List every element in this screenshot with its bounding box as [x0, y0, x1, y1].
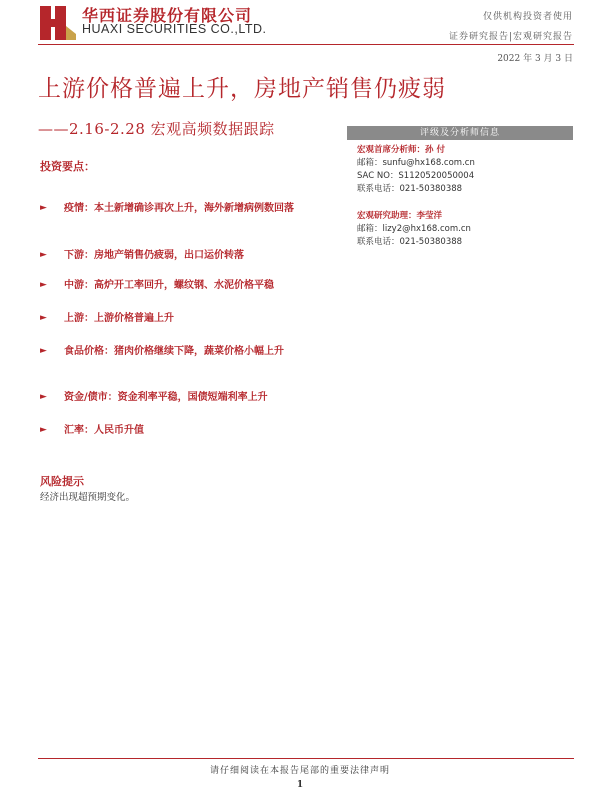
list-item: ► 资金/债市：资金利率平稳，国债短端利率上升	[40, 389, 332, 406]
analyst-2-email[interactable]: 邮箱：lizy2@hx168.com.cn	[357, 224, 471, 234]
audience-note: 仅供机构投资者使用	[482, 12, 573, 22]
list-item: ► 上游：上游价格普遍上升	[40, 310, 332, 327]
arrow-bullet-icon: ►	[40, 425, 47, 435]
panel-heading: 评级及分析师信息	[347, 126, 573, 140]
list-item: ► 汇率：人民币升值	[40, 422, 332, 439]
risk-heading: 风险提示	[40, 475, 84, 488]
analyst-1-email[interactable]: 邮箱：sunfu@hx168.com.cn	[357, 158, 475, 168]
analyst-1-name: 宏观首席分析师：孙 付	[357, 145, 445, 155]
report-category: 证券研究报告|宏观研究报告	[448, 32, 573, 42]
report-subtitle: ——2.16-2.28 宏观高频数据跟踪	[38, 120, 275, 138]
footer-divider	[38, 758, 574, 759]
arrow-bullet-icon: ►	[40, 392, 47, 402]
list-item: ► 中游：高炉开工率回升，螺纹钢、水泥价格平稳	[40, 277, 332, 294]
arrow-bullet-icon: ►	[40, 313, 47, 323]
report-date: 2022 年 3 月 3 日	[497, 54, 573, 64]
brand-name-en: HUAXI SECURITIES CO.,LTD.	[82, 22, 267, 36]
footer-disclaimer: 请仔细阅读在本报告尾部的重要法律声明	[209, 766, 390, 776]
arrow-bullet-icon: ►	[40, 280, 47, 290]
list-item: ► 疫情：本土新增确诊再次上升，海外新增病例数回落	[40, 200, 332, 217]
arrow-bullet-icon: ►	[40, 250, 47, 260]
header-divider	[38, 44, 574, 45]
analyst-2-phone: 联系电话：021-50380388	[357, 237, 463, 247]
company-logo-icon	[38, 4, 78, 42]
analyst-2-name: 宏观研究助理：李莹洋	[357, 211, 443, 221]
brand-name-cn: 华西证券股份有限公司	[82, 6, 253, 25]
list-item: ► 食品价格：猪肉价格继续下降，蔬菜价格小幅上升	[40, 343, 332, 360]
investment-heading: 投资要点：	[40, 160, 95, 173]
risk-text: 经济出现超预期变化。	[40, 492, 136, 503]
list-item: ► 下游：房地产销售仍疲弱，出口运价转落	[40, 247, 332, 264]
arrow-bullet-icon: ►	[40, 346, 47, 356]
report-title: 上游价格普遍上升，房地产销售仍疲弱	[38, 76, 446, 102]
analyst-1-phone: 联系电话：021-50380388	[357, 184, 463, 194]
arrow-bullet-icon: ►	[40, 203, 47, 213]
analyst-info-panel	[347, 126, 573, 253]
page-number: 1	[296, 780, 304, 790]
analyst-1-sac: SAC NO：S1120520050004	[357, 171, 475, 181]
